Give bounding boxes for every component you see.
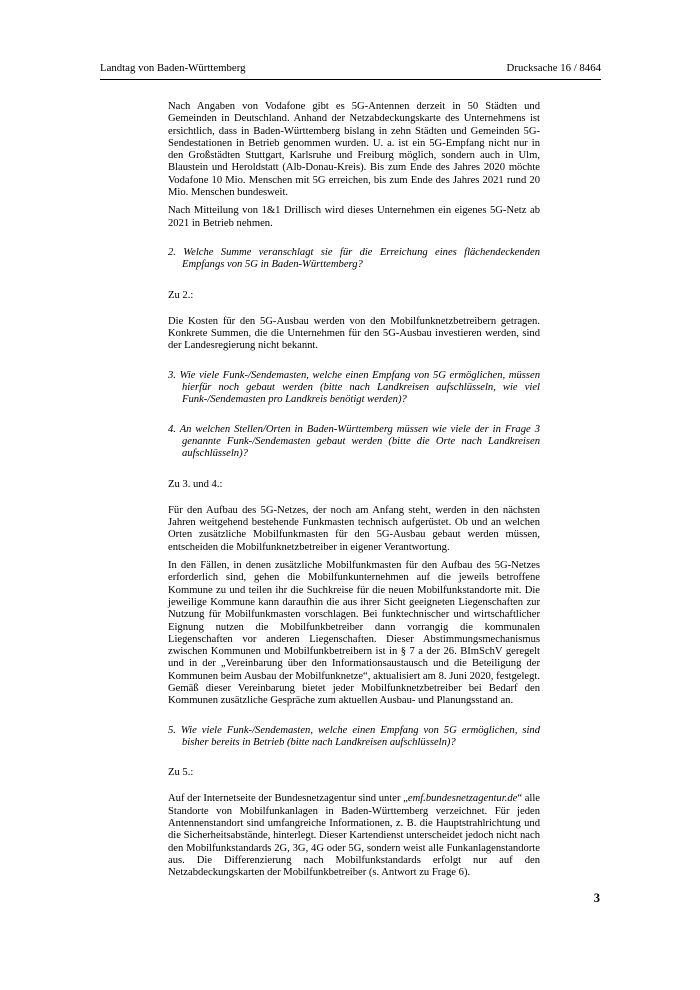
question-4: 4. An welchen Stellen/Orten in Baden-Württemberg müssen wie viele der in Frage 3 genannte Funk-/Sendemasten gebaut werden (bitte die Orte nach Landkreisen aufschlüsseln)? <box>168 423 540 460</box>
answer-label-3-4: Zu 3. und 4.: <box>168 478 223 490</box>
page-header <box>100 62 601 80</box>
answer-5-text-after-url: “ alle Standorte von Mobilfunkanlagen in Baden-Württemberg verzeichnet. Für jeden Antennenstandort sind umfangreiche Informationen, z. B. die Hauptstrahlrichtung und die Sicherheitsabstände, hinterlegt. Dieser Kartendienst unterscheidet jedoch nicht nach den Mobilfunkstandards 2G, 3G, 4G oder 5G, sondern weist alle Funkanlagenstandorte aus. Die Differenzierung nach Mobilfunkstandards erfolgt nur auf den Netzabdeckungskarten der Mobilfunkbetreiber (s. Antwort zu Frage 6). <box>168 793 540 879</box>
answer-label-5: Zu 5.: <box>168 767 194 779</box>
answer-3-4-paragraph-1: Für den Aufbau des 5G-Netzes, der noch am Anfang steht, werden in den nächsten Jahren weitgehend bestehende Funkmasten technisch aufgerüstet. Ob und an welchen Orten zusätzliche Mobilfunkmasten für den 5G-Ausbau gebaut werden müssen, entscheiden die Mobilfunknetzbetreiber in eigener Verantwortung. <box>168 504 540 553</box>
question-3: 3. Wie viele Funk-/Sendemasten, welche einen Empfang von 5G ermöglichen, müssen hierfür noch gebaut werden (bitte nach Landkreisen aufschlüsseln, wie viel Funk-/Sendemasten pro Landkreis benötigt werden)? <box>168 369 540 406</box>
answer-2-paragraph: Die Kosten für den 5G-Ausbau werden von den Mobilfunknetzbetreibern getragen. Konkrete Summen, die die Unternehmen für den 5G-Ausbau investieren werden, sind der Landesregierung nicht bekannt. <box>168 315 540 352</box>
answer-5-paragraph <box>168 793 540 879</box>
publisher-name: Landtag von Baden-Württemberg <box>100 62 246 74</box>
question-2: 2. Welche Summe veranschlagt sie für die Erreichung eines flächendeckenden Empfangs von 5G in Baden-Württemberg? <box>168 246 540 271</box>
paragraph-drillisch: Nach Mitteilung von 1&1 Drillisch wird dieses Unternehmen ein eigenes 5G-Netz ab 2021 in Betrieb nehmen. <box>168 205 540 229</box>
answer-3-4-paragraph-2: In den Fällen, in denen zusätzliche Mobilfunkmasten für den Aufbau des 5G-Netzes erforderlich sind, gehen die Mobilfunkunternehmen auf die jeweils betroffene Kommune zu und teilen ihr die Suchkreise für die neuen Mobilfunkstandorte mit. Die jeweilige Kommune kann daraufhin die aus ihrer Sicht geeigneten Liegenschaften zur Nutzung für Mobilfunkmasten vorschlagen. Bei funktechnischer und wirtschaftlicher Eignung nutzen die Mobilfunkbetreiber dann vorrangig die kommunalen Liegenschaften vor anderen Liegenschaften. Dieser Abstimmungsmechanismus zwischen Kommunen und Mobilfunkbetreibern ist in § 7 a der 26. BImSchV geregelt und in der „Vereinbarung über den Informationsaustausch und die Beteiligung der Kommunen beim Ausbau der Mobilfunknetze“, aktualisiert am 8. Juni 2020, festgelegt. Gemäß dieser Vereinbarung bietet jeder Mobilfunknetzbetreiber bei Bedarf den Kommunen zusätzliche Gespräche zum aktuellen Ausbau- und Planungsstand an. <box>168 560 540 707</box>
document-number: Drucksache 16 / 8464 <box>506 62 601 74</box>
answer-label-2: Zu 2.: <box>168 289 194 301</box>
question-5: 5. Wie viele Funk-/Sendemasten, welche einen Empfang von 5G ermöglichen, sind bisher bereits in Betrieb (bitte nach Landkreisen aufschlüsseln)? <box>168 724 540 748</box>
paragraph-vodafone: Nach Angaben von Vodafone gibt es 5G-Antennen derzeit in 50 Städten und Gemeinden in Deutschland. Anhand der Netzabdeckungskarte des Unternehmens ist ersichtlich, dass in Baden-Württemberg bislang in zehn Städten und Gemeinden 5G-Sendestationen in Betrieb genommen wurden. U. a. ist ein 5G-Empfang nicht nur in den Großstädten Stuttgart, Karlsruhe und Freiburg möglich, sondern auch in Ulm, Blaustein und Heroldstatt (Alb-Donau-Kreis). Bis zum Ende des Jahres 2020 möchte Vodafone 10 Mio. Menschen mit 5G erreichen, bis zum Ende des Jahres 2021 rund 20 Mio. Menschen bundesweit. <box>168 101 540 199</box>
page-number: 3 <box>593 891 600 905</box>
document-body <box>168 101 540 886</box>
answer-5-text-before-url: Auf der Internetseite der Bundesnetzagentur sind unter „ <box>168 793 408 805</box>
bundesnetzagentur-url-text: emf.bundesnetzagentur.de <box>407 793 518 805</box>
